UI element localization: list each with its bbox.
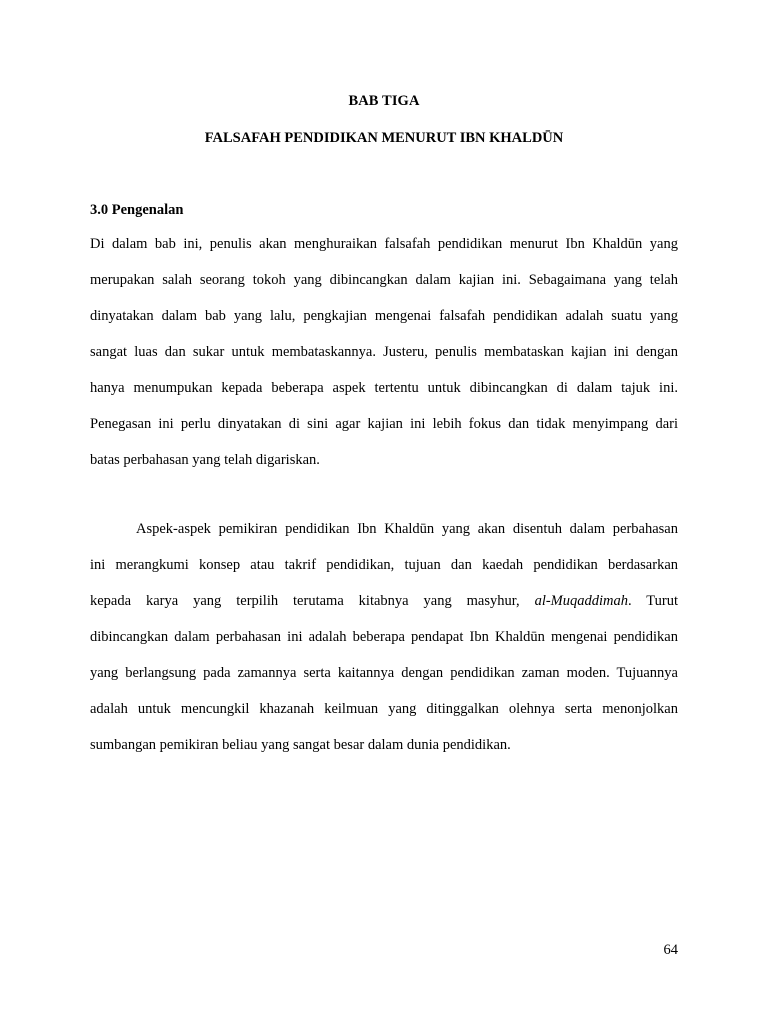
paragraph-line [90,583,678,619]
paragraph-line: ini merangkumi konsep atau takrif pendidikan, tujuan dan kaedah pendidikan berdasarkan [90,557,678,573]
paragraph-line: Penegasan ini perlu dinyatakan di sini agar kajian ini lebih fokus dan tidak menyimpang dari [90,416,678,432]
paragraph-aspects [90,511,678,763]
paragraph-line: sangat luas dan sukar untuk membataskannya. Justeru, penulis membataskan kajian ini dengan [90,344,678,360]
paragraph-line: merupakan salah seorang tokoh yang dibincangkan dalam kajian ini. Sebagaimana yang telah [90,272,678,288]
paragraph-line: Aspek-aspek pemikiran pendidikan Ibn Khaldūn yang akan disentuh dalam perbahasan [136,521,678,537]
paragraph-line: adalah untuk mencungkil khazanah keilmuan yang ditinggalkan olehnya serta menonjolkan [90,701,678,717]
paragraph-line: dinyatakan dalam bab yang lalu, pengkajian mengenai falsafah pendidikan adalah suatu yang [90,308,678,324]
paragraph-line: batas perbahasan yang telah digariskan. [90,452,320,468]
paragraph-line: dibincangkan dalam perbahasan ini adalah beberapa pendapat Ibn Khaldūn mengenai pendidikan [90,629,678,645]
paragraph-line: sumbangan pemikiran beliau yang sangat besar dalam dunia pendidikan. [90,737,511,753]
line-text: . Turut [628,593,678,609]
page-number: 64 [663,942,678,958]
paragraph-introduction [90,226,678,478]
paragraph-line: yang berlangsung pada zamannya serta kaitannya dengan pendidikan zaman moden. Tujuannya [90,665,678,681]
paragraph-line: Di dalam bab ini, penulis akan menghuraikan falsafah pendidikan menurut Ibn Khaldūn yang [90,236,678,252]
book-title: al-Muqaddimah [534,593,628,609]
section-heading: 3.0 Pengenalan [90,202,184,218]
line-text: kepada karya yang terpilih terutama kitabnya yang masyhur, [90,593,535,609]
chapter-title: FALSAFAH PENDIDIKAN MENURUT IBN KHALDŪN [204,130,564,146]
paragraph-line: hanya menumpukan kepada beberapa aspek tertentu untuk dibincangkan di dalam tajuk ini. [90,380,678,396]
chapter-label: BAB TIGA [348,93,420,109]
